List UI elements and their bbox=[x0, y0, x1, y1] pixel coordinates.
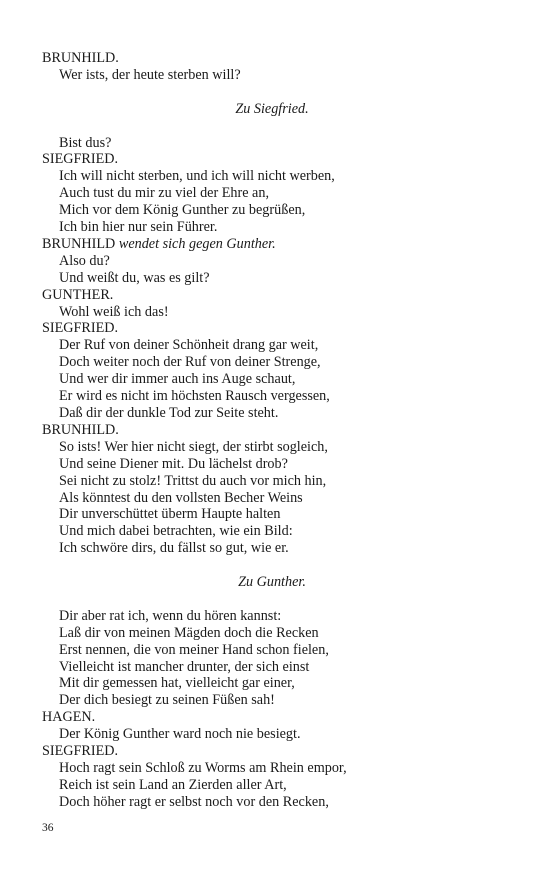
verse-line: Er wird es nicht im höchsten Rausch vergessen, bbox=[59, 388, 330, 405]
verse-line: Der Ruf von deiner Schönheit drang gar weit, bbox=[59, 337, 319, 354]
speaker-name: BRUNHILD bbox=[42, 235, 116, 252]
verse-line: Und mich dabei betrachten, wie ein Bild: bbox=[59, 523, 293, 540]
verse-line: Also du? bbox=[59, 252, 110, 269]
verse-line: Sei nicht zu stolz! Trittst du auch vor mich hin, bbox=[59, 472, 327, 489]
spacer bbox=[42, 84, 512, 101]
speaker-brunhild: BRUNHILD. bbox=[42, 421, 119, 438]
speaker-gunther: GUNTHER. bbox=[42, 286, 114, 303]
speaker-siegfried: SIEGFRIED. bbox=[42, 320, 119, 337]
verse-line: Mich vor dem König Gunther zu begrüßen, bbox=[59, 202, 306, 219]
speaker-siegfried: SIEGFRIED. bbox=[42, 743, 119, 760]
verse-line: Dir unverschüttet überm Haupte halten bbox=[59, 506, 281, 523]
verse-line: Auch tust du mir zu viel der Ehre an, bbox=[59, 185, 269, 202]
verse-line: Wohl weiß ich das! bbox=[59, 303, 169, 320]
verse-line: Erst nennen, die von meiner Hand schon fielen, bbox=[59, 641, 329, 658]
speaker-hagen: HAGEN. bbox=[42, 709, 96, 726]
verse-line: Doch weiter noch der Ruf von deiner Strenge, bbox=[59, 354, 321, 371]
spacer bbox=[42, 591, 512, 608]
verse-line: Der dich besiegt zu seinen Füßen sah! bbox=[59, 692, 275, 709]
page-number: 36 bbox=[42, 822, 54, 834]
spacer bbox=[42, 118, 512, 135]
verse-line: Doch höher ragt er selbst noch vor den Recken, bbox=[59, 793, 329, 810]
speaker-siegfried: SIEGFRIED. bbox=[42, 151, 119, 168]
verse-line: Laß dir von meinen Mägden doch die Recken bbox=[59, 624, 319, 641]
stage-direction: Zu Siegfried. bbox=[235, 100, 309, 117]
verse-line: Ich will nicht sterben, und ich will nicht werben, bbox=[59, 168, 335, 185]
verse-line: Ich schwöre dirs, du fällst so gut, wie er. bbox=[59, 540, 289, 557]
verse-line: Mit dir gemessen hat, vielleicht gar einer, bbox=[59, 675, 295, 692]
verse-line: Der König Gunther ward noch nie besiegt. bbox=[59, 726, 301, 743]
verse-line: Und wer dir immer auch ins Auge schaut, bbox=[59, 371, 296, 388]
verse-line: Als könntest du den vollsten Becher Weins bbox=[59, 489, 303, 506]
verse-line: So ists! Wer hier nicht siegt, der stirbt sogleich, bbox=[59, 438, 328, 455]
verse-line: Vielleicht ist mancher drunter, der sich einst bbox=[59, 658, 310, 675]
verse-line: Wer ists, der heute sterben will? bbox=[59, 66, 241, 83]
inline-stage-direction: wendet sich gegen Gunther. bbox=[118, 235, 276, 252]
verse-line: Und seine Diener mit. Du lächelst drob? bbox=[59, 455, 288, 472]
verse-line: Hoch ragt sein Schloß zu Worms am Rhein empor, bbox=[59, 760, 347, 776]
verse-line: Daß dir der dunkle Tod zur Seite steht. bbox=[59, 405, 279, 421]
speaker-brunhild: BRUNHILD. bbox=[42, 50, 119, 66]
speaker-brunhild-with-direction bbox=[42, 236, 512, 253]
verse-line: Und weißt du, was es gilt? bbox=[59, 269, 210, 286]
verse-line: Bist dus? bbox=[59, 134, 112, 151]
spacer bbox=[42, 557, 512, 574]
verse-line: Ich bin hier nur sein Führer. bbox=[59, 219, 218, 236]
stage-direction: Zu Gunther. bbox=[238, 574, 306, 591]
verse-line: Dir aber rat ich, wenn du hören kannst: bbox=[59, 607, 282, 624]
page-text bbox=[42, 50, 512, 811]
verse-line: Reich ist sein Land an Zierden aller Art, bbox=[59, 776, 287, 793]
